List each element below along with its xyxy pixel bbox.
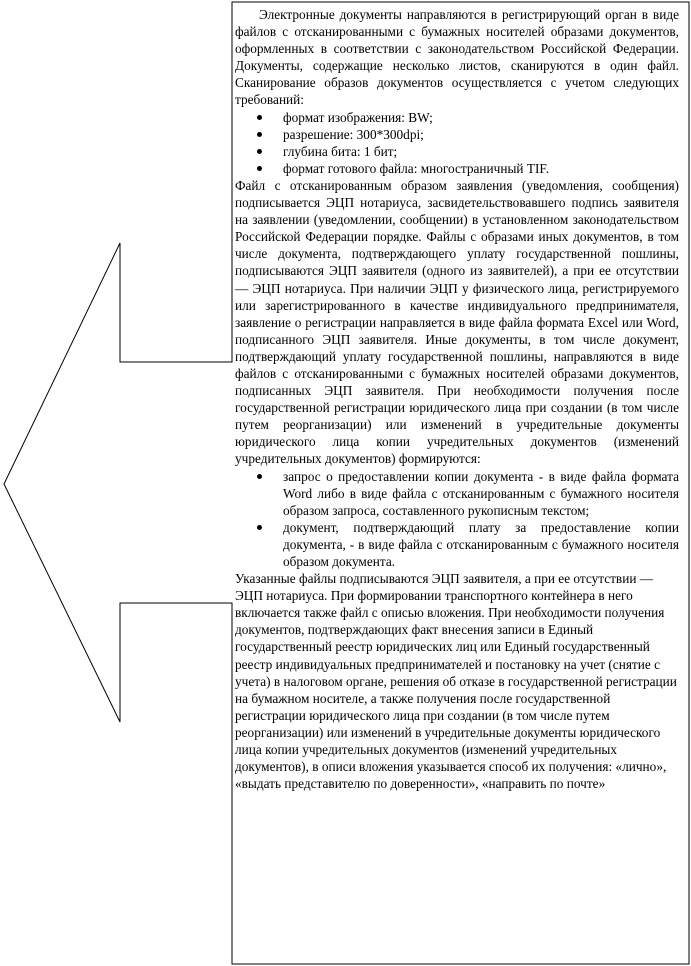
list-item: формат готового файла: многостраничный TIF.	[283, 160, 679, 177]
intro-paragraph: Электронные документы направляются в регистрирующий орган в виде файлов с отсканированными с бумажных носителей образами документов, оформленных в соответствии с законодательством Российской Федерации. Документы, содержащие несколько листов, сканируются в один файл. Сканирование образов документов осуществляется с учетом следующих требований:	[235, 7, 679, 108]
list-item: запрос о предоставлении копии документа - в виде файла формата Word либо в виде файла с отсканированным с бумажного носителя образом запроса, составленного рукописным текстом;	[283, 468, 679, 518]
requirements-list	[235, 109, 679, 177]
document-text	[235, 6, 679, 792]
final-paragraph: Указанные файлы подписываются ЭЦП заявителя, а при ее отсутствии — ЭЦП нотариуса. При формировании транспортного контейнера в него включается также файл с описью вложения. При необходимости получения документов, подтверждающих факт внесения записи в Единый государственный реестр юридических лиц или Единый государственный реестр индивидуальных предпринимателей и постановку на учет (снятие с учета) в налоговом органе, решения об отказе в государственной регистрации на бумажном носителе, а также получения после государственной регистрации юридического лица при создании (в том числе путем реорганизации) или изменений в учредительные документы юридического лица копии учредительных документов (изменений учредительных документов), в описи вложения указывается способ их получения: «лично», «выдать представителю по доверенности», «направить по почте»	[235, 571, 677, 792]
signature-paragraph: Файл с отсканированным образом заявления (уведомления, сообщения) подписывается ЭЦП нотариуса, засвидетельствовавшего подпись заявителя на заявлении (уведомлении, сообщении) в установленном законодательством Российской Федерации порядке. Файлы с образами иных документов, в том числе документа, подтверждающего уплату государственной пошлины, подписываются ЭЦП заявителя (одного из заявителей), а при ее отсутствии — ЭЦП нотариуса. При наличии ЭЦП у физического лица, регистрируемого или зарегистрированного в качестве индивидуального предпринимателя, заявление о регистрации направляется в виде файла формата Excel или Word, подписанного ЭЦП заявителя. Иные документы, в том числе документ, подтверждающий уплату государственной пошлины, направляются в виде файлов с отсканированными с бумажных носителей образами документов, подписанных ЭЦП заявителя. При необходимости получения после государственной регистрации юридического лица при создании (в том числе путем реорганизации) или изменений в учредительные документы юридического лица копии учредительных документов (изменений учредительных документов) формируются:	[235, 177, 679, 467]
copy-requests-list	[235, 468, 679, 571]
list-item: документ, подтверждающий плату за предоставление копии документа, - в виде файла с отсканированным с бумажного носителя образом документа.	[283, 519, 679, 569]
list-item: глубина бита: 1 бит;	[283, 143, 679, 160]
list-item: формат изображения: BW;	[283, 109, 679, 126]
list-item: разрешение: 300*300dpi;	[283, 126, 679, 143]
